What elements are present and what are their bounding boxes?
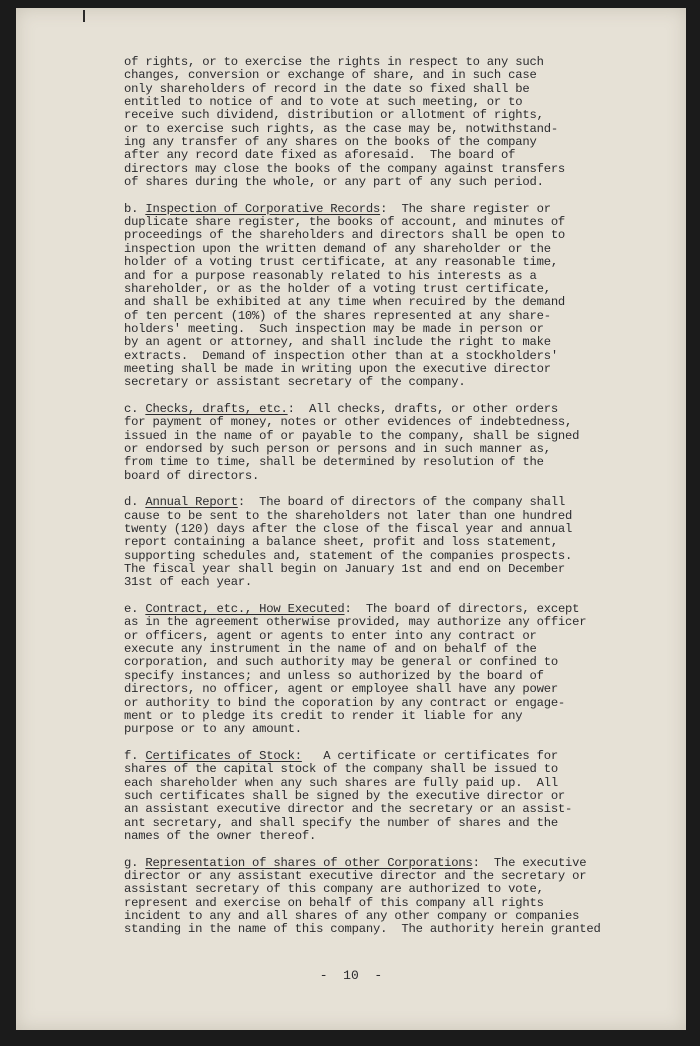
text-line: board of directors. xyxy=(124,468,260,483)
section-letter: g. xyxy=(124,855,146,870)
text-line: or officers, agent or agents to enter into any contract or xyxy=(124,628,537,643)
section-heading-line xyxy=(124,857,654,870)
text-line: report containing a balance sheet, profit and loss statement, xyxy=(124,535,558,550)
text-line: for payment of money, notes or other evidences of indebtedness, xyxy=(124,415,573,430)
text-line: assistant secretary of this company are authorized to vote, xyxy=(124,882,544,897)
text-line: extracts. Demand of inspection other than at a stockholders' xyxy=(124,348,558,363)
section-contract-executed xyxy=(124,603,654,736)
section-letter: d. xyxy=(124,495,146,510)
text-line: of shares during the whole, or any part of any such period. xyxy=(124,175,544,190)
text-line: inspection upon the written demand of any shareholder or the xyxy=(124,241,551,256)
text-line: specify instances; and unless so authorized by the board of xyxy=(124,668,544,683)
section-heading-line xyxy=(124,203,654,216)
text-line: secretary or assistant secretary of the company. xyxy=(124,375,466,390)
text-line: of ten percent (10%) of the shares represented at any share- xyxy=(124,308,551,323)
section-letter: e. xyxy=(124,602,146,617)
text-line: or to exercise such rights, as the case may be, notwithstand- xyxy=(124,121,558,136)
section-letter: c. xyxy=(124,401,146,416)
text-line: purpose or to any amount. xyxy=(124,722,302,737)
text-line: each shareholder when any such shares are fully paid up. All xyxy=(124,775,558,790)
text-line: proceedings of the shareholders and directors shall be open to xyxy=(124,228,566,243)
pen-mark xyxy=(83,10,85,22)
section-first-line: : All checks, drafts, or other orders xyxy=(287,401,558,416)
section-heading-line xyxy=(124,496,654,509)
text-line: and shall be exhibited at any time when recuired by the demand xyxy=(124,295,566,310)
text-line: by an agent or attorney, and shall include the right to make xyxy=(124,335,551,350)
section-heading: Certificates of Stock: xyxy=(145,748,302,763)
section-heading: Representation of shares of other Corporations xyxy=(145,855,473,870)
section-checks-drafts xyxy=(124,403,654,483)
text-line: an assistant executive director and the secretary or an assist- xyxy=(124,802,573,817)
text-line: execute any instrument in the name of and on behalf of the xyxy=(124,642,537,657)
text-line: incident to any and all shares of any other company or companies xyxy=(124,909,580,923)
text-line: as in the agreement otherwise provided, may authorize any officer xyxy=(124,615,587,630)
section-heading: Annual Report xyxy=(145,495,238,510)
text-line: meeting shall be made in writing upon the executive director xyxy=(124,361,551,376)
text-line: standing in the name of this company. The authority herein granted xyxy=(124,922,601,937)
text-line: only shareholders of record in the date so fixed shall be xyxy=(124,81,530,96)
text-line: shares of the capital stock of the company shall be issued to xyxy=(124,762,558,777)
section-heading-line xyxy=(124,603,654,616)
text-line: entitled to notice of and to vote at such meeting, or to xyxy=(124,95,523,110)
text-line: or endorsed by such person or persons and in such manner as, xyxy=(124,441,551,456)
text-line: from time to time, shall be determined by resolution of the xyxy=(124,455,544,470)
text-line: twenty (120) days after the close of the fiscal year and annual xyxy=(124,522,573,537)
section-heading-line xyxy=(124,750,654,763)
section-letter: b. xyxy=(124,201,146,216)
text-line: cause to be sent to the shareholders not later than one hundred xyxy=(124,508,573,523)
text-line: such certificates shall be signed by the executive director or xyxy=(124,788,566,803)
text-line: issued in the name of or payable to the company, shall be signed xyxy=(124,428,580,443)
text-line: or authority to bind the coporation by any contract or engage- xyxy=(124,695,566,710)
text-line: represent and exercise on behalf of this company all rights xyxy=(124,895,544,910)
section-heading: Checks, drafts, etc. xyxy=(145,401,288,416)
section-first-line: : The executive xyxy=(472,855,587,870)
text-line: directors, no officer, agent or employee shall have any power xyxy=(124,682,558,697)
text-line: ment or to pledge its credit to render it liable for any xyxy=(124,708,523,723)
text-line: directors may close the books of the company against transfers xyxy=(124,161,566,176)
document-body xyxy=(124,56,654,937)
text-line: corporation, and such authority may be general or confined to xyxy=(124,655,558,670)
section-first-line: A certificate or certificates for xyxy=(301,748,558,763)
text-line: duplicate share register, the books of account, and minutes of xyxy=(124,215,566,230)
text-line: ing any transfer of any shares on the books of the company xyxy=(124,135,537,150)
section-heading: Inspection of Corporative Records xyxy=(145,201,381,216)
text-line: changes, conversion or exchange of share, and in such case xyxy=(124,68,537,83)
text-line: holder of a voting trust certificate, at any reasonable time, xyxy=(124,255,558,270)
page-number: - 10 - xyxy=(319,968,383,983)
section-annual-report xyxy=(124,496,654,589)
section-representation-of-shares xyxy=(124,857,654,937)
text-line: names of the owner thereof. xyxy=(124,828,317,843)
text-line: 31st of each year. xyxy=(124,575,253,590)
section-first-line: : The share register or xyxy=(380,201,551,216)
section-first-line: : The board of directors, except xyxy=(344,602,580,617)
intro-paragraph xyxy=(124,56,654,189)
text-line: director or any assistant executive director and the secretary or xyxy=(124,868,587,883)
text-line: receive such dividend, distribution or allotment of rights, xyxy=(124,108,544,123)
section-heading-line xyxy=(124,403,654,416)
section-heading: Contract, etc., How Executed xyxy=(145,602,345,617)
text-line: and for a purpose reasonably related to his interests as a xyxy=(124,268,537,283)
section-inspection-of-records xyxy=(124,203,654,390)
section-certificates-of-stock xyxy=(124,750,654,843)
text-line: ant secretary, and shall specify the number of shares and the xyxy=(124,815,558,830)
document-page xyxy=(16,8,686,1030)
text-line: The fiscal year shall begin on January 1st and end on December xyxy=(124,562,566,577)
text-line: supporting schedules and, statement of the companies prospects. xyxy=(124,548,573,563)
section-first-line: : The board of directors of the company shall xyxy=(237,495,566,510)
section-letter: f. xyxy=(124,748,146,763)
text-line: after any record date fixed as aforesaid. The board of xyxy=(124,148,516,163)
text-line: holders' meeting. Such inspection may be made in person or xyxy=(124,321,544,336)
text-line: of rights, or to exercise the rights in respect to any such xyxy=(124,55,544,69)
text-line: shareholder, or as the holder of a voting trust certificate, xyxy=(124,281,551,296)
